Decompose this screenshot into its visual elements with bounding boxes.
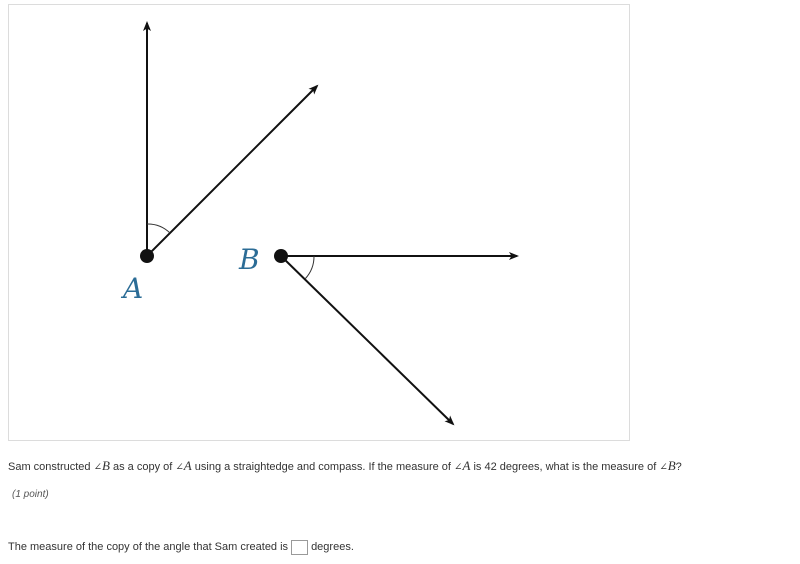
vertex-b-point: [274, 249, 288, 263]
question-part-5: ?: [675, 461, 682, 473]
angle-symbol: ∠: [175, 462, 184, 473]
vertex-a-point: [140, 249, 154, 263]
label-a: A: [123, 272, 144, 305]
angle-b-var: B: [101, 458, 110, 473]
angle-symbol: ∠: [454, 462, 463, 473]
angle-a-diagonal-ray: [147, 86, 317, 256]
angle-b-arc: [305, 256, 314, 279]
figure-container: [8, 4, 630, 441]
question-text: [8, 459, 682, 475]
answer-line: [8, 539, 354, 555]
question-part-4: is 42 degrees, what is the measure of: [470, 461, 660, 473]
angle-a-arc: [147, 224, 170, 233]
answer-input[interactable]: [291, 540, 308, 555]
angle-a-var: A: [462, 458, 471, 473]
angle-symbol: ∠: [659, 462, 668, 473]
answer-prefix: The measure of the copy of the angle that Sam created is: [8, 541, 289, 553]
question-part-1: Sam constructed: [8, 461, 94, 473]
answer-suffix: degrees.: [311, 541, 354, 553]
angle-b-diagonal-ray: [281, 256, 453, 424]
angle-b-var: B: [667, 458, 676, 473]
question-part-2: as a copy of: [109, 461, 176, 473]
question-part-3: using a straightedge and compass. If the measure of: [191, 461, 455, 473]
label-b: B: [239, 243, 260, 276]
angle-symbol: ∠: [93, 462, 102, 473]
angle-a-var: A: [183, 458, 192, 473]
points-label: (1 point): [12, 489, 49, 500]
angle-figure: [9, 5, 631, 442]
